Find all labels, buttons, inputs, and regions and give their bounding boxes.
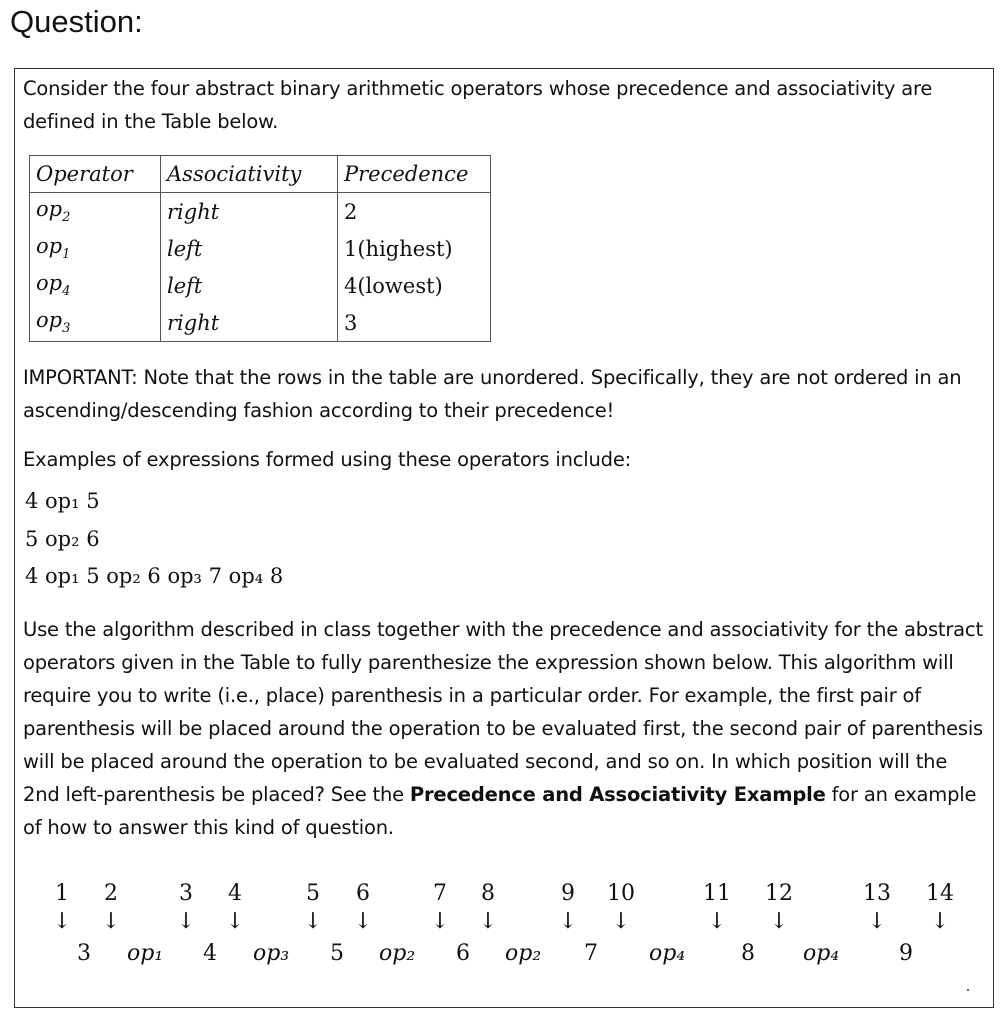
expression-operator: op₄ xyxy=(803,941,840,966)
expression-operator: op₃ xyxy=(253,941,290,966)
instructions-part-1: Use the algorithm described in class together with the precedence and associativity for the abstract operators given in the Table to fully parenthesize the expression shown below. This algorithm will require you to write (i.e., place) parenthesis in a particular order. For example, the first pair of parenthesis will be placed around the operation to be evaluated first, the second pair of parenthesis will be placed around the operation to be evaluated second, and so on. In which position will the 2nd left-parenthesis be placed? See the xyxy=(23,618,983,806)
position-number: 13 xyxy=(863,881,891,906)
precedence-cell: 3 xyxy=(338,304,491,342)
position-number: 14 xyxy=(926,881,954,906)
question-box xyxy=(14,68,994,1008)
operator-cell: op xyxy=(36,308,63,333)
position-number: 2 xyxy=(104,881,118,906)
position-number: 1 xyxy=(55,881,69,906)
expression-operand: 8 xyxy=(741,941,755,966)
precedence-cell: 2 xyxy=(338,193,491,231)
table-row xyxy=(30,230,491,267)
expression-operator: op₂ xyxy=(505,941,542,966)
expression-operand: 6 xyxy=(456,941,470,966)
examples-intro: Examples of expressions formed using these operators include: xyxy=(23,448,632,471)
position-number: 9 xyxy=(561,881,575,906)
down-arrow-icon: ↓ xyxy=(478,909,498,934)
example-expression: 4 op₁ 5 xyxy=(25,489,100,513)
important-note: IMPORTANT: Note that the rows in the table are unordered. Specifically, they are not ordered in an ascending/descending fashion according to their precedence! xyxy=(23,366,962,422)
operator-subscript: 1 xyxy=(62,247,71,263)
operator-cell: op xyxy=(36,197,63,222)
down-arrow-icon: ↓ xyxy=(430,909,450,934)
down-arrow-icon: ↓ xyxy=(558,909,578,934)
precedence-cell: 4(lowest) xyxy=(338,267,491,304)
operator-cell: op xyxy=(36,271,63,296)
header-operator: Operator xyxy=(30,156,161,193)
expression-operand: 9 xyxy=(899,941,913,966)
down-arrow-icon: ↓ xyxy=(303,909,323,934)
example-expression: 4 op₁ 5 op₂ 6 op₃ 7 op₄ 8 xyxy=(25,564,284,588)
position-number: 8 xyxy=(481,881,495,906)
table-row xyxy=(30,304,491,342)
question-title: Question: xyxy=(10,4,143,39)
expression-operand: 3 xyxy=(77,941,91,966)
position-number: 4 xyxy=(228,881,242,906)
associativity-cell: left xyxy=(161,230,338,267)
down-arrow-icon: ↓ xyxy=(930,909,950,934)
table-row xyxy=(30,267,491,304)
down-arrow-icon: ↓ xyxy=(176,909,196,934)
down-arrow-icon: ↓ xyxy=(52,909,72,934)
header-precedence: Precedence xyxy=(338,156,491,193)
associativity-cell: right xyxy=(161,304,338,342)
position-number: 5 xyxy=(306,881,320,906)
associativity-cell: right xyxy=(161,193,338,231)
down-arrow-icon: ↓ xyxy=(611,909,631,934)
operator-subscript: 4 xyxy=(62,284,71,300)
header-associativity: Associativity xyxy=(161,156,338,193)
intro-text: Consider the four abstract binary arithmetic operators whose precedence and associativity are defined in the Table below. xyxy=(23,77,933,133)
down-arrow-icon: ↓ xyxy=(867,909,887,934)
operator-subscript: 3 xyxy=(62,321,71,337)
instructions-part-2: for an example of how to answer this kind of question. xyxy=(23,783,977,839)
expression-operator: op₄ xyxy=(649,941,686,966)
down-arrow-icon: ↓ xyxy=(225,909,245,934)
position-number: 3 xyxy=(179,881,193,906)
down-arrow-icon: ↓ xyxy=(769,909,789,934)
position-number: 12 xyxy=(765,881,793,906)
position-number: 10 xyxy=(607,881,635,906)
expression-operand: 5 xyxy=(330,941,344,966)
expression-operator: op₂ xyxy=(379,941,416,966)
example-link-text: Precedence and Associativity Example xyxy=(409,783,826,806)
associativity-cell: left xyxy=(161,267,338,304)
precedence-cell: 1(highest) xyxy=(338,230,491,267)
stray-dot xyxy=(967,989,969,991)
expression-operand: 4 xyxy=(203,941,217,966)
position-number: 11 xyxy=(703,881,731,906)
down-arrow-icon: ↓ xyxy=(707,909,727,934)
position-number: 6 xyxy=(356,881,370,906)
operator-table xyxy=(29,155,491,342)
down-arrow-icon: ↓ xyxy=(353,909,373,934)
position-number: 7 xyxy=(433,881,447,906)
operator-cell: op xyxy=(36,234,63,259)
operator-subscript: 2 xyxy=(62,210,71,226)
example-expression: 5 op₂ 6 xyxy=(25,527,100,551)
instructions-text xyxy=(23,613,983,844)
expression-operator: op₁ xyxy=(127,941,164,966)
table-row xyxy=(30,193,491,231)
down-arrow-icon: ↓ xyxy=(101,909,121,934)
expression-operand: 7 xyxy=(584,941,598,966)
